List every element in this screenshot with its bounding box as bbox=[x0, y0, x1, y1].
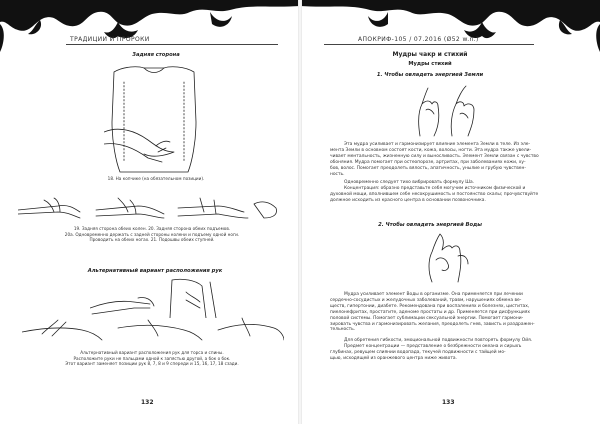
text-line: Эта мудра усиливает и гармонизирует влияние элемента Земли в теле. Из эле- bbox=[344, 142, 531, 147]
caption-line: Альтернативный вариант расположения рук для торса и спины. bbox=[80, 350, 224, 355]
water-mudra-illustration bbox=[418, 232, 478, 284]
page-number: 133 bbox=[442, 399, 455, 406]
caption-19-21 bbox=[36, 226, 268, 243]
earth-mudra-illustration bbox=[412, 84, 482, 138]
section-alt-title: Альтернативный вариант расположения рук bbox=[87, 268, 223, 274]
text-line: ществ, гипертонии, диабете. Рекомендована при воспалениях и болезнях, циститах, bbox=[330, 303, 530, 309]
caption-alt bbox=[36, 350, 268, 367]
caption-line: 19. Задняя сторона обеих колен. 20. Задняя сторона обеих подъемов. bbox=[73, 226, 231, 231]
mudra2-text bbox=[330, 292, 560, 333]
page-number: 132 bbox=[141, 399, 154, 406]
back-hands-illustration bbox=[104, 62, 204, 174]
article-title: Мудры чакр и стихий bbox=[392, 51, 468, 58]
text-line: глубинах, ревущем слиянии водопада, текучей подвижности с тайщей мо- bbox=[330, 349, 506, 355]
section-title: Задняя сторона bbox=[132, 52, 180, 58]
text-line: Концентрация: образно представьте себя могучим источником физической и bbox=[344, 185, 526, 191]
mudra2-title: 2. Чтобы овладеть энергией Воды bbox=[378, 222, 482, 228]
alt-torso-illustration bbox=[22, 310, 284, 344]
text-line: Одновременно следует тихо вибрировать формулу Ша. bbox=[344, 180, 475, 185]
subtitle: Мудры стихий bbox=[408, 61, 452, 67]
mudra1-title: 1. Чтобы овладеть энергией Земли bbox=[376, 72, 484, 78]
text-line: обоняния. Мудра помогает при остеопорозе, артритах, при заболеваниях кожи, ху- bbox=[330, 159, 526, 165]
text-line: мента Земли в основном состоят кости, кожа, волосы, ногти. Эта мудра также увели- bbox=[330, 147, 532, 153]
text-line: Для обретения гибкости, эмоциональной подвижности повторять формулу Ойя. bbox=[344, 338, 533, 343]
mudra2-text2 bbox=[330, 338, 560, 362]
text-line: сердечно-сосудистых и желудочных заболеваний, травм, нарушениях обмена ве- bbox=[330, 297, 522, 303]
running-head: АПОКРИФ-105 / 07.2016 (Ø52 w.n.) bbox=[358, 36, 479, 43]
text-line: Мудра усиливает элемент Воды в организме. Она применяется при лечении bbox=[344, 292, 523, 297]
header-rule bbox=[66, 44, 278, 45]
text-line: Предмет концентрации — представление о безбрежности океана и сирыхъ bbox=[344, 343, 522, 349]
legs-illustration bbox=[18, 188, 282, 222]
text-line: чивает ментальность, жизненную силу и выносливость. Элемент Земли связан с чувство bbox=[330, 153, 539, 159]
text-line: щью, исходящей из оранжевого центра ниже живота. bbox=[330, 355, 457, 361]
text-line: должное исходить из красного центра в основании позвоночника. bbox=[330, 197, 486, 203]
caption-line: Проводить на обеих ногах. 21. Подошвы обеих ступней. bbox=[89, 237, 215, 243]
text-line: духовной мощи, вполнившем себе несокрушимость и постоянство скалы; прочувствуйте bbox=[330, 191, 539, 197]
caption-line: 20а. Одновременно держать с задней стороны колени и подъему одной ноги. bbox=[64, 231, 240, 237]
text-line: бов, волос. Помогает преодолеть вялость, апатичность, унылие и грубую чувствен- bbox=[330, 165, 526, 171]
text-line: зировать чувства и гармонизировать желания, преодолеть гнев, зависть и раздражен- bbox=[330, 321, 535, 327]
text-line: половой системы. Помогает сублимации сексуальной энергии. Помогает гармони- bbox=[330, 315, 524, 321]
text-line: ность. bbox=[330, 171, 345, 177]
caption-line: Расположите руки не пальцами одной к запястью другой, а бок о бок. bbox=[73, 355, 231, 361]
text-line: тельность. bbox=[330, 327, 356, 333]
right-page bbox=[300, 0, 600, 424]
mudra1-text bbox=[330, 142, 560, 177]
text-line: пиелонефритах, простатите, аденоме простаты и др. Применяется при дисфункциях bbox=[330, 309, 531, 315]
mudra1-text2 bbox=[330, 180, 560, 204]
running-head: ТРАДИЦИИ И ПРОРОКИ bbox=[70, 36, 150, 43]
caption-line: Этот вариант заменяет позиции рук 8, 7, 8 и 9 спереди и 15, 16, 17, 18 сзади. bbox=[65, 361, 239, 367]
caption-18: 18. На копчике (на обязательном позиции). bbox=[107, 176, 205, 181]
header-rule bbox=[324, 44, 534, 45]
